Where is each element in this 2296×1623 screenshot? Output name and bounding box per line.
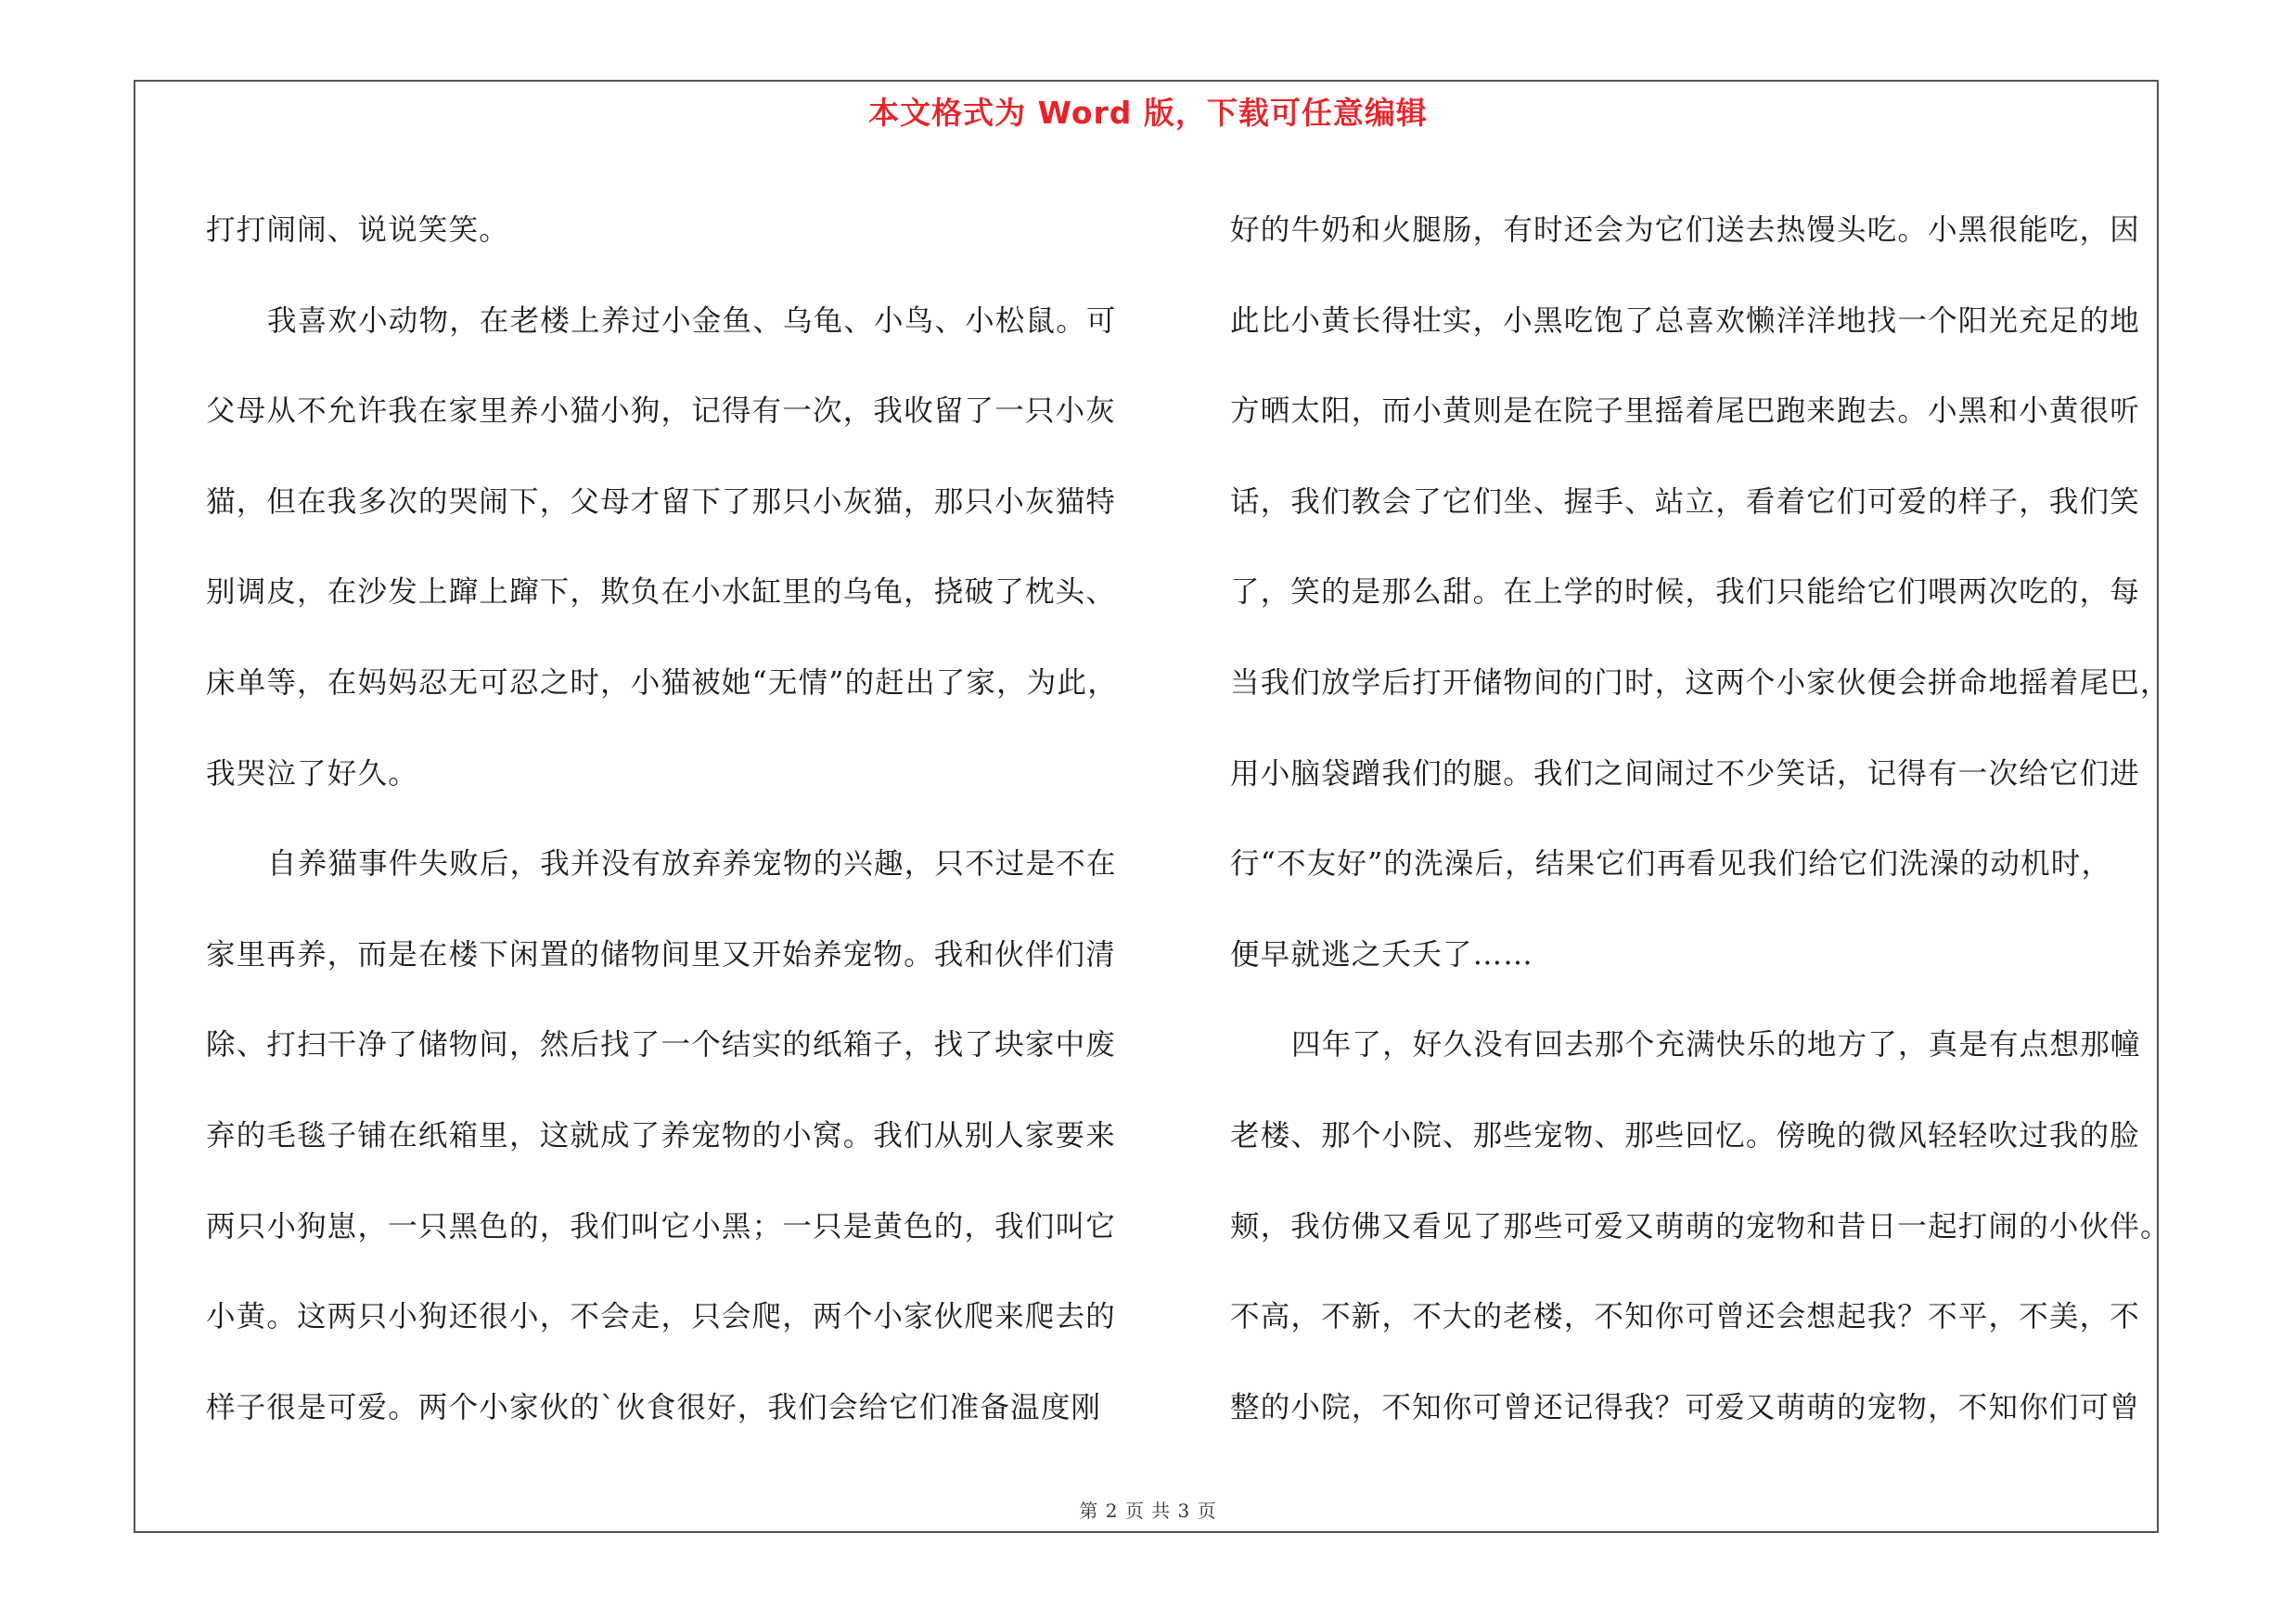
- page-number: 第 2 页 共 3 页: [1079, 1500, 1217, 1522]
- text-line: 整的小院，不知你可曾还记得我？可爱又萌萌的宠物，不知你们可曾: [1230, 1390, 2141, 1424]
- text-line: 四年了，好久没有回去那个充满快乐的地方了，真是有点想那幢: [1291, 1028, 2141, 1063]
- header-banner: 本文格式为 Word 版，下载可任意编辑: [868, 95, 1428, 131]
- text-line: 自养猫事件失败后，我并没有放弃养宠物的兴趣，只不过是不在: [267, 847, 1117, 882]
- text-line: 老楼、那个小院、那些宠物、那些回忆。傍晚的微风轻轻吹过我的脸: [1230, 1118, 2141, 1153]
- text-line: 好的牛奶和火腿肠，有时还会为它们送去热馒头吃。小黑很能吃，因: [1230, 213, 2141, 247]
- text-line: 此比小黄长得壮实，小黑吃饱了总喜欢懒洋洋地找一个阳光充足的地: [1230, 303, 2141, 338]
- text-line: 家里再养，而是在楼下闲置的储物间里又开始养宠物。我和伙伴们清: [206, 937, 1117, 972]
- left-column: [206, 186, 1161, 1453]
- text-line: 我喜欢小动物，在老楼上养过小金鱼、乌龟、小鸟、小松鼠。可: [267, 303, 1117, 338]
- text-line: 父母从不允许我在家里养小猫小狗，记得有一次，我收留了一只小灰: [206, 394, 1117, 429]
- text-line: 样子很是可爱。两个小家伙的`伙食很好，我们会给它们准备温度刚: [206, 1390, 1102, 1424]
- text-line: 小黄。这两只小狗还很小，不会走，只会爬，两个小家伙爬来爬去的: [206, 1300, 1117, 1334]
- text-line: 便早就逃之夭夭了……: [1230, 937, 1534, 972]
- text-line: 打打闹闹、说说笑笑。: [206, 213, 510, 247]
- text-line: 别调皮，在沙发上蹿上蹿下，欺负在小水缸里的乌龟，挠破了枕头、: [206, 575, 1117, 610]
- text-line: 我哭泣了好久。: [206, 756, 418, 791]
- text-line: 不高，不新，不大的老楼，不知你可曾还会想起我？不平，不美，不: [1230, 1300, 2141, 1334]
- text-line: 颊，我仿佛又看见了那些可爱又萌萌的宠物和昔日一起打闹的小伙伴。: [1230, 1209, 2171, 1243]
- text-line: 弃的毛毯子铺在纸箱里，这就成了养宠物的小窝。我们从别人家要来: [206, 1118, 1117, 1153]
- text-line: 方晒太阳，而小黄则是在院子里摇着尾巴跑来跑去。小黑和小黄很听: [1230, 394, 2141, 429]
- text-line: 猫，但在我多次的哭闹下，父母才留下了那只小灰猫，那只小灰猫特: [206, 484, 1117, 519]
- text-line: 除、打扫干净了储物间，然后找了一个结实的纸箱子，找了块家中废: [206, 1028, 1117, 1063]
- text-line: 两只小狗崽，一只黑色的，我们叫它小黑；一只是黄色的，我们叫它: [206, 1209, 1117, 1243]
- text-line: 床单等，在妈妈忍无可忍之时，小猫被她“无情”的赶出了家，为此，: [206, 665, 1118, 700]
- text-line: 了，笑的是那么甜。在上学的时候，我们只能给它们喂两次吃的，每: [1230, 575, 2141, 610]
- right-column: [1230, 186, 2186, 1453]
- text-line: 话，我们教会了它们坐、握手、站立，看着它们可爱的样子，我们笑: [1230, 484, 2141, 519]
- text-line: 当我们放学后打开储物间的门时，这两个小家伙便会拼命地摇着尾巴，: [1230, 665, 2171, 700]
- text-line: 行“不友好”的洗澡后，结果它们再看见我们给它们洗澡的动机时，: [1230, 847, 2112, 882]
- text-line: 用小脑袋蹭我们的腿。我们之间闹过不少笑话，记得有一次给它们进: [1230, 756, 2141, 791]
